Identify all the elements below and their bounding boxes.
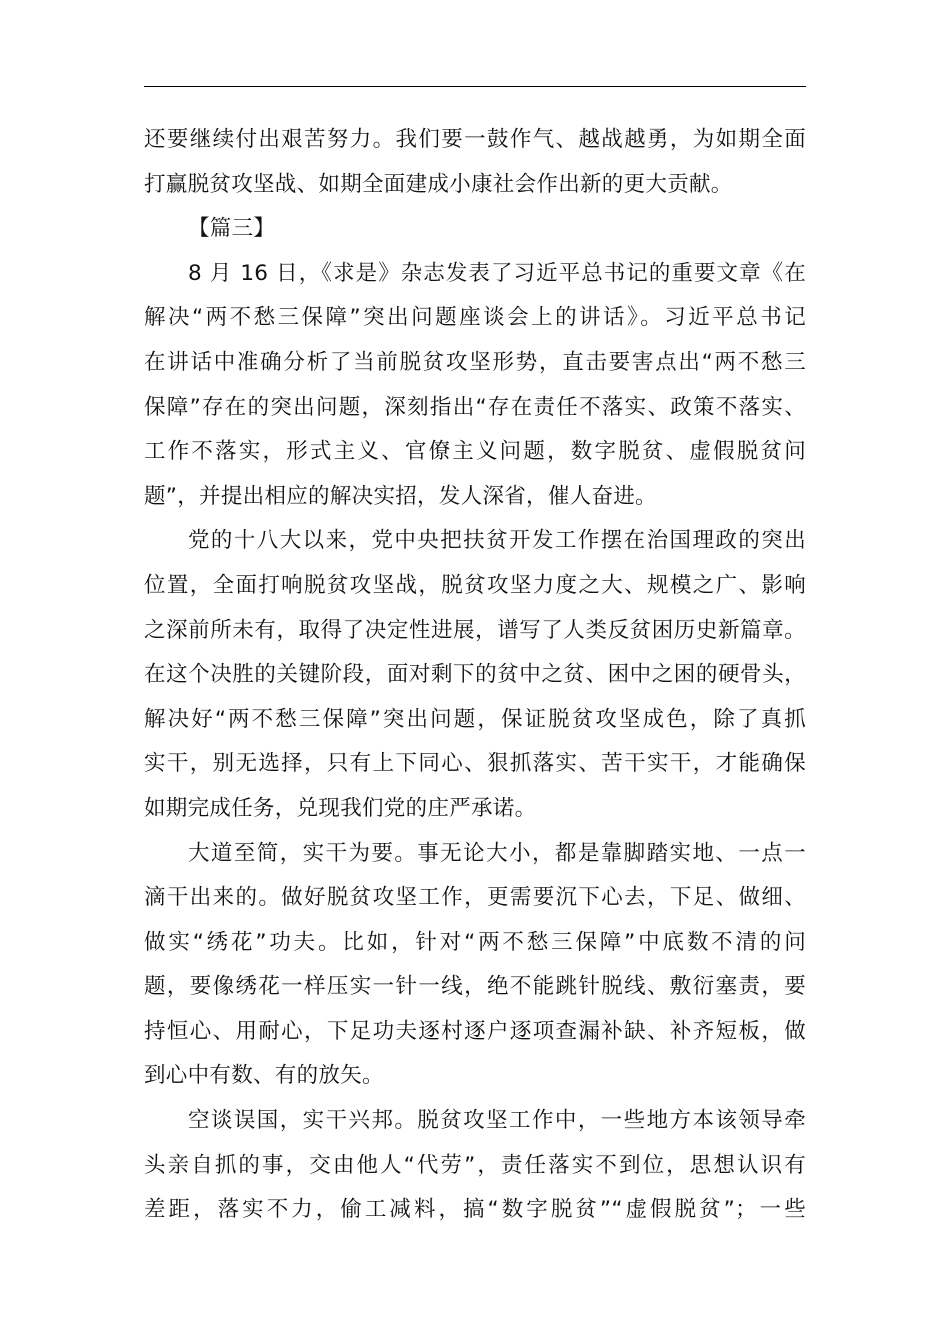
- section-heading: 【篇三】: [188, 216, 276, 242]
- text-line: 位置，全面打响脱贫攻坚战，脱贫攻坚力度之大、规模之广、影响: [144, 572, 806, 598]
- text-line: 做实“绣花”功夫。比如，针对“两不愁三保障”中底数不清的问: [144, 929, 806, 955]
- text-line: 题”，并提出相应的解决实招，发人深省，催人奋进。: [144, 483, 657, 509]
- text-line: 保障”存在的突出问题，深刻指出“存在责任不落实、政策不落实、: [144, 394, 806, 420]
- text-line: 差距，落实不力，偷工减料，搞“数字脱贫”“虚假脱贫”；一些: [144, 1197, 806, 1223]
- text-line: 工作不落实，形式主义、官僚主义问题，数字脱贫、虚假脱贫问: [144, 439, 806, 465]
- page-header-rule: [144, 86, 806, 87]
- text-line: 解决好“两不愁三保障”突出问题，保证脱贫攻坚成色，除了真抓: [144, 706, 806, 732]
- text-line: 大道至简，实干为要。事无论大小，都是靠脚踏实地、一点一: [188, 840, 806, 866]
- text-line: 实干，别无选择，只有上下同心、狠抓落实、苦干实干，才能确保: [144, 751, 806, 777]
- text-line: 题，要像绣花一样压实一针一线，绝不能跳针脱线、敷衍塞责，要: [144, 974, 806, 1000]
- text-line: 头亲自抓的事，交由他人“代劳”，责任落实不到位，思想认识有: [144, 1152, 806, 1178]
- text-line: 解决“两不愁三保障”突出问题座谈会上的讲话》。习近平总书记: [144, 305, 806, 331]
- text-line: 在讲话中准确分析了当前脱贫攻坚形势，直击要害点出“两不愁三: [144, 349, 806, 375]
- text-line: 持恒心、用耐心，下足功夫逐村逐户逐项查漏补缺、补齐短板，做: [144, 1018, 806, 1044]
- text-line: 打赢脱贫攻坚战、如期全面建成小康社会作出新的更大贡献。: [144, 171, 733, 197]
- text-line: 8 月 16 日，《求是》杂志发表了习近平总书记的重要文章《在: [188, 260, 806, 286]
- document-body: [144, 118, 806, 1233]
- text-line: 到心中有数、有的放矢。: [144, 1063, 384, 1089]
- text-line: 空谈误国，实干兴邦。脱贫攻坚工作中，一些地方本该领导牵: [188, 1108, 806, 1134]
- text-line: 还要继续付出艰苦努力。我们要一鼓作气、越战越勇，为如期全面: [144, 127, 806, 152]
- text-line: 党的十八大以来，党中央把扶贫开发工作摆在治国理政的突出: [188, 528, 806, 554]
- text-line: 如期完成任务，兑现我们党的庄严承诺。: [144, 795, 537, 821]
- text-line: 滴干出来的。做好脱贫攻坚工作，更需要沉下心去，下足、做细、: [144, 885, 806, 911]
- text-line: 在这个决胜的关键阶段，面对剩下的贫中之贫、困中之困的硬骨头，: [144, 662, 806, 688]
- text-line: 之深前所未有，取得了决定性进展，谱写了人类反贫困历史新篇章。: [144, 617, 806, 643]
